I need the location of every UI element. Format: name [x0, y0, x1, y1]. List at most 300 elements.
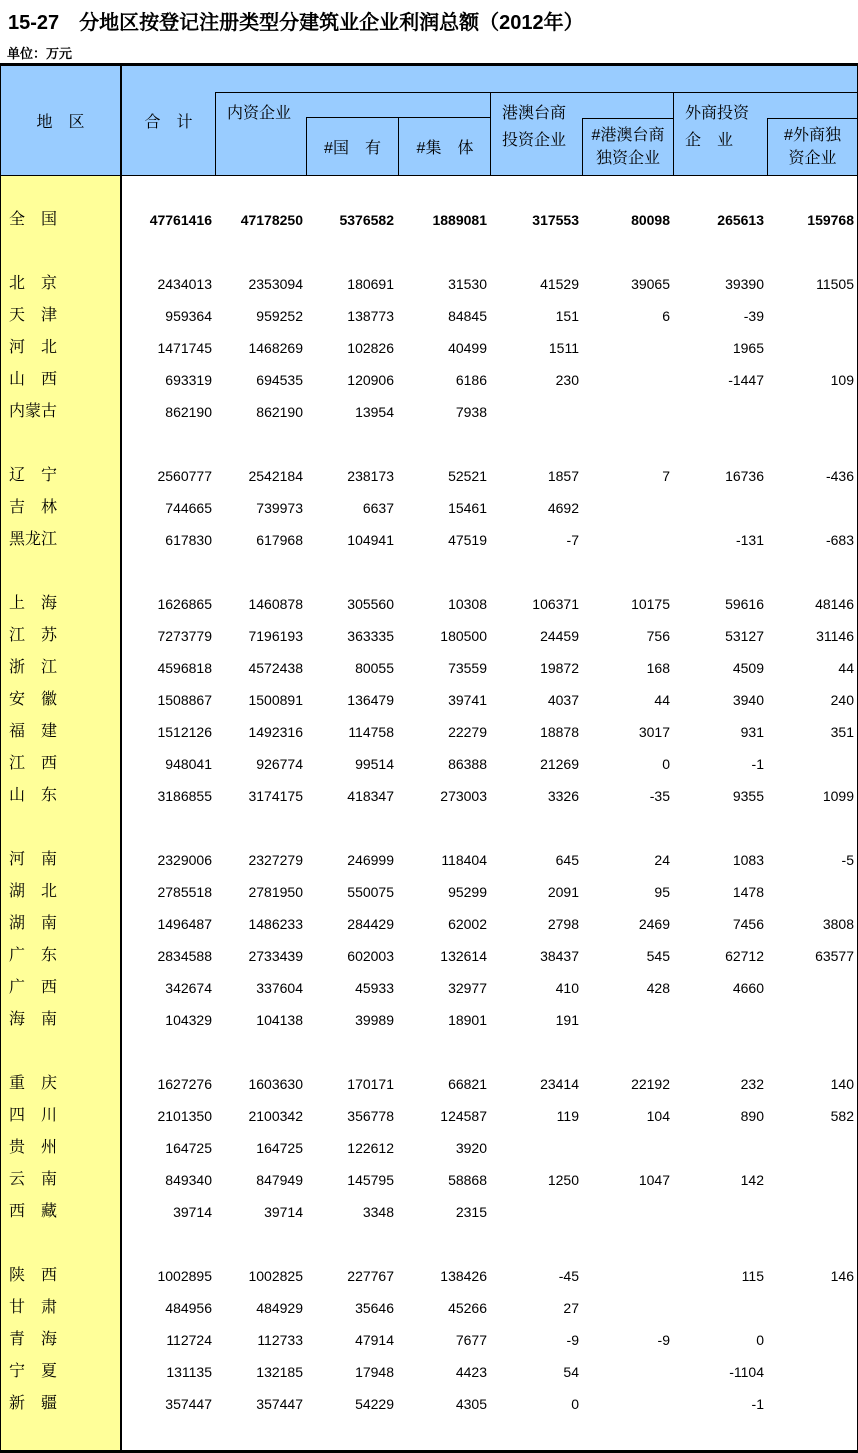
value-cell: [490, 1132, 582, 1164]
region-name-cell: 天 津: [9, 307, 58, 324]
value-cell: 273003: [440, 788, 487, 804]
value-cell: 1511: [548, 340, 579, 356]
value-cell: 2100342: [248, 1108, 303, 1124]
value-cell: 342674: [165, 980, 212, 996]
value-cell: 27: [563, 1300, 579, 1316]
value-cell: 47914: [355, 1332, 394, 1348]
region-name-cell: 全 国: [9, 211, 58, 228]
value-cell: 59616: [725, 596, 764, 612]
value-cell: 7938: [455, 404, 487, 420]
value-cell: 31146: [816, 628, 854, 644]
value-cell: 238173: [347, 468, 394, 484]
value-cell: 104138: [256, 1012, 303, 1028]
table-row: [1, 972, 857, 1004]
value-cell: 1857: [547, 468, 579, 484]
value-cell: 18878: [540, 724, 579, 740]
value-cell: 138773: [347, 308, 394, 324]
value-cell: 48146: [815, 596, 854, 612]
value-cell: 1496487: [157, 916, 212, 932]
value-cell: 2798: [547, 916, 579, 932]
table-row: [1, 1004, 857, 1036]
value-cell: 6637: [362, 500, 394, 516]
value-cell: 124587: [440, 1108, 487, 1124]
value-cell: 7273779: [157, 628, 212, 644]
value-cell: 142: [740, 1172, 764, 1188]
value-cell: 13954: [355, 404, 394, 420]
header-state-owned: #国 有: [324, 140, 381, 157]
value-cell: 24: [654, 852, 670, 868]
value-cell: 17948: [355, 1364, 394, 1380]
value-cell: 119: [556, 1108, 579, 1124]
value-cell: 1250: [547, 1172, 579, 1188]
header-foreign-line1: 外商投资: [685, 105, 750, 122]
value-cell: 10308: [448, 596, 487, 612]
value-cell: 265613: [717, 212, 764, 228]
value-cell: 6: [662, 308, 670, 324]
value-cell: 5376582: [339, 212, 394, 228]
value-cell: 16736: [725, 468, 764, 484]
value-cell: 47519: [448, 532, 487, 548]
value-cell: 305560: [347, 596, 394, 612]
value-cell: [582, 492, 673, 524]
value-cell: 3186855: [157, 788, 212, 804]
region-name-cell: 河 北: [9, 339, 58, 356]
value-cell: 357447: [256, 1396, 303, 1412]
value-cell: [582, 1004, 673, 1036]
table-row: [1, 364, 857, 396]
value-cell: 2542184: [248, 468, 303, 484]
value-cell: 7456: [732, 916, 764, 932]
value-cell: [582, 332, 673, 364]
value-cell: 2327279: [248, 852, 303, 868]
header-foreign-wholly: [767, 118, 857, 175]
value-cell: 1002825: [248, 1268, 303, 1284]
value-cell: 617968: [256, 532, 303, 548]
value-cell: 1047: [638, 1172, 670, 1188]
table-row: [1, 588, 857, 620]
value-cell: 1002895: [157, 1268, 212, 1284]
value-cell: 145795: [347, 1172, 394, 1188]
table-row: [1, 1260, 857, 1292]
value-cell: 2733439: [248, 948, 303, 964]
value-cell: 180691: [347, 276, 394, 292]
value-cell: 3174175: [248, 788, 303, 804]
value-cell: 2785518: [157, 884, 212, 900]
table-body: [1, 176, 857, 1450]
value-cell: 645: [555, 852, 579, 868]
value-cell: 44: [654, 692, 670, 708]
value-cell: 4596818: [157, 660, 212, 676]
table-row: [1, 748, 857, 780]
table-row: [1, 1164, 857, 1196]
value-cell: 2781950: [248, 884, 303, 900]
header-collective: #集 体: [398, 118, 491, 175]
value-cell: 1460878: [248, 596, 303, 612]
region-name-cell: 吉 林: [9, 499, 58, 516]
value-cell: 32977: [448, 980, 487, 996]
value-cell: 104: [646, 1108, 670, 1124]
region-name-cell: 湖 北: [9, 883, 58, 900]
value-cell: [767, 972, 857, 1004]
value-cell: 1471745: [157, 340, 212, 356]
value-cell: 4692: [547, 500, 579, 516]
value-cell: 1626865: [157, 596, 212, 612]
value-cell: [767, 1292, 857, 1324]
region-name-cell: 江 苏: [9, 627, 58, 644]
value-cell: 1083: [732, 852, 764, 868]
value-cell: 1486233: [248, 916, 303, 932]
value-cell: 230: [555, 372, 579, 388]
page-title: [8, 6, 584, 35]
value-cell: 106371: [532, 596, 579, 612]
value-cell: -7: [566, 532, 579, 548]
value-cell: 45266: [448, 1300, 487, 1316]
value-cell: 39390: [725, 276, 764, 292]
value-cell: 21269: [540, 756, 579, 772]
value-cell: 112733: [257, 1332, 303, 1348]
value-cell: -131: [735, 532, 764, 548]
table-number: 15-27: [8, 12, 60, 34]
value-cell: [582, 1388, 673, 1420]
value-cell: -5: [841, 852, 854, 868]
value-cell: 0: [662, 756, 670, 772]
value-cell: 80098: [631, 212, 670, 228]
value-cell: -9: [566, 1332, 579, 1348]
value-cell: 39989: [355, 1012, 394, 1028]
value-cell: 862190: [256, 404, 303, 420]
value-cell: 1889081: [432, 212, 487, 228]
value-cell: 4509: [732, 660, 764, 676]
table-row: [1, 396, 857, 428]
header-hmt-line2: 投资企业: [502, 132, 567, 149]
group-spacer: [1, 812, 857, 844]
value-cell: 22192: [631, 1076, 670, 1092]
table-row: [1, 524, 857, 556]
table-row: [1, 1324, 857, 1356]
value-cell: 4572438: [248, 660, 303, 676]
table-row: [1, 300, 857, 332]
value-cell: [582, 1260, 673, 1292]
value-cell: 66821: [448, 1076, 487, 1092]
table-row: [1, 620, 857, 652]
value-cell: 739973: [256, 500, 303, 516]
value-cell: 191: [555, 1012, 579, 1028]
value-cell: 418347: [347, 788, 394, 804]
value-cell: [767, 300, 857, 332]
value-cell: -436: [825, 468, 854, 484]
value-cell: 168: [646, 660, 670, 676]
value-cell: 484929: [256, 1300, 303, 1316]
value-cell: 240: [830, 692, 854, 708]
value-cell: 357447: [165, 1396, 212, 1412]
value-cell: 694535: [256, 372, 303, 388]
value-cell: 22279: [448, 724, 487, 740]
region-name-cell: 四 川: [9, 1107, 58, 1124]
region-name-cell: 安 徽: [9, 691, 58, 708]
value-cell: 115: [741, 1268, 764, 1284]
table-row: [1, 1132, 857, 1164]
value-cell: 582: [830, 1108, 854, 1124]
value-cell: [767, 396, 857, 428]
header-foreign-line2: 企 业: [685, 132, 734, 149]
value-cell: 136479: [347, 692, 394, 708]
value-cell: [767, 1004, 857, 1036]
value-cell: 3017: [638, 724, 670, 740]
value-cell: 6186: [455, 372, 487, 388]
value-cell: [767, 492, 857, 524]
value-cell: -9: [657, 1332, 670, 1348]
value-cell: [673, 1004, 767, 1036]
value-cell: 39065: [631, 276, 670, 292]
table-row: [1, 684, 857, 716]
region-name-cell: 青 海: [9, 1331, 58, 1348]
region-name-cell: 福 建: [9, 723, 58, 740]
value-cell: 931: [740, 724, 764, 740]
value-cell: 99514: [355, 756, 394, 772]
table-row: [1, 652, 857, 684]
value-cell: 140: [830, 1076, 854, 1092]
value-cell: [767, 1324, 857, 1356]
header-domestic-subgroup: [306, 117, 490, 175]
value-cell: 2315: [455, 1204, 487, 1220]
value-cell: 38437: [540, 948, 579, 964]
value-cell: 132185: [256, 1364, 303, 1380]
value-cell: [582, 1132, 673, 1164]
value-cell: 959364: [165, 308, 212, 324]
value-cell: 35646: [355, 1300, 394, 1316]
value-cell: [767, 1164, 857, 1196]
value-cell: 45933: [355, 980, 394, 996]
value-cell: 9355: [732, 788, 764, 804]
value-cell: 4037: [547, 692, 579, 708]
value-cell: 31530: [448, 276, 487, 292]
region-name-cell: 甘 肃: [9, 1299, 58, 1316]
value-cell: 351: [830, 724, 854, 740]
region-name-cell: 黑龙江: [9, 531, 58, 548]
value-cell: [582, 364, 673, 396]
statistics-table: [0, 63, 858, 1453]
value-cell: -1: [751, 756, 764, 772]
value-cell: [582, 1196, 673, 1228]
region-name-cell: 内蒙古: [9, 403, 58, 420]
region-name-cell: 贵 州: [9, 1139, 58, 1156]
value-cell: 118404: [441, 852, 487, 868]
value-cell: [673, 492, 767, 524]
value-cell: 24459: [540, 628, 579, 644]
value-cell: 356778: [347, 1108, 394, 1124]
value-cell: [490, 396, 582, 428]
header-hmt-line1: 港澳台商: [502, 105, 567, 122]
value-cell: -45: [558, 1268, 579, 1284]
region-name-cell: 云 南: [9, 1171, 58, 1188]
group-spacer: [1, 428, 857, 460]
value-cell: [490, 1196, 582, 1228]
value-cell: 428: [646, 980, 670, 996]
value-cell: 40499: [448, 340, 487, 356]
value-cell: [582, 524, 673, 556]
value-cell: -1: [751, 1396, 764, 1412]
region-name-cell: 广 西: [9, 979, 58, 996]
value-cell: 337604: [256, 980, 303, 996]
region-name-cell: 西 藏: [9, 1203, 58, 1220]
value-cell: 1099: [822, 788, 854, 804]
value-cell: 131135: [166, 1364, 212, 1380]
value-cell: 114758: [348, 724, 394, 740]
value-cell: 47178250: [240, 212, 303, 228]
region-name-cell: 山 西: [9, 371, 58, 388]
table-row: [1, 460, 857, 492]
value-cell: 112724: [166, 1332, 212, 1348]
value-cell: 180500: [440, 628, 487, 644]
table-row: [1, 204, 857, 236]
header-total: 合 计: [144, 114, 193, 131]
value-cell: 3940: [732, 692, 764, 708]
value-cell: 545: [646, 948, 670, 964]
value-cell: 4660: [732, 980, 764, 996]
table-row: [1, 1292, 857, 1324]
value-cell: [582, 1292, 673, 1324]
region-name-cell: 新 疆: [9, 1395, 58, 1412]
value-cell: 80055: [355, 660, 394, 676]
value-cell: 862190: [165, 404, 212, 420]
value-cell: 2091: [547, 884, 579, 900]
value-cell: 602003: [347, 948, 394, 964]
value-cell: 10175: [631, 596, 670, 612]
value-cell: [673, 396, 767, 428]
group-spacer: [1, 236, 857, 268]
value-cell: [767, 748, 857, 780]
header-hmt-wholly-line1: #港澳台商: [591, 127, 665, 144]
value-cell: 19872: [540, 660, 579, 676]
group-spacer: [1, 1036, 857, 1068]
value-cell: -1447: [728, 372, 764, 388]
table-row: [1, 1356, 857, 1388]
value-cell: [767, 1388, 857, 1420]
value-cell: [673, 1132, 767, 1164]
value-cell: 15461: [448, 500, 487, 516]
value-cell: 550075: [347, 884, 394, 900]
value-cell: 62002: [448, 916, 487, 932]
value-cell: 1508867: [157, 692, 212, 708]
value-cell: 122612: [347, 1140, 394, 1156]
value-cell: 3808: [822, 916, 854, 932]
value-cell: 120906: [347, 372, 394, 388]
table-row: [1, 940, 857, 972]
value-cell: 1512126: [157, 724, 212, 740]
value-cell: 7677: [455, 1332, 487, 1348]
value-cell: 1468269: [248, 340, 303, 356]
table-row: [1, 844, 857, 876]
value-cell: 284429: [347, 916, 394, 932]
unit-label: 单位：万元: [7, 46, 73, 61]
table-row: [1, 908, 857, 940]
value-cell: 95: [654, 884, 670, 900]
region-name-cell: 湖 南: [9, 915, 58, 932]
table-row: [1, 1196, 857, 1228]
value-cell: 53127: [725, 628, 764, 644]
value-cell: [582, 1356, 673, 1388]
value-cell: 1478: [732, 884, 764, 900]
header-region: 地 区: [36, 114, 85, 131]
region-name-cell: 上 海: [9, 595, 58, 612]
value-cell: 58868: [448, 1172, 487, 1188]
value-cell: 363335: [347, 628, 394, 644]
value-cell: 7: [662, 468, 670, 484]
value-cell: 1603630: [248, 1076, 303, 1092]
value-cell: 4423: [455, 1364, 487, 1380]
value-cell: 95299: [448, 884, 487, 900]
value-cell: 756: [646, 628, 670, 644]
value-cell: 2834588: [157, 948, 212, 964]
value-cell: 1492316: [248, 724, 303, 740]
value-cell: 1965: [732, 340, 764, 356]
value-cell: 146: [830, 1268, 854, 1284]
value-cell: 1627276: [157, 1076, 212, 1092]
value-cell: 164725: [165, 1140, 212, 1156]
value-cell: -1104: [729, 1364, 764, 1380]
value-cell: 54: [563, 1364, 579, 1380]
value-cell: 926774: [256, 756, 303, 772]
region-name-cell: 浙 江: [9, 659, 58, 676]
value-cell: 617830: [165, 532, 212, 548]
value-cell: [767, 1356, 857, 1388]
value-cell: 7196193: [248, 628, 303, 644]
value-cell: -35: [649, 788, 670, 804]
value-cell: 170171: [347, 1076, 394, 1092]
value-cell: 3920: [455, 1140, 487, 1156]
region-name-cell: 广 东: [9, 947, 58, 964]
value-cell: 151: [555, 308, 579, 324]
table-row: [1, 268, 857, 300]
table-row: [1, 1068, 857, 1100]
value-cell: 47761416: [149, 212, 212, 228]
table-title-text: 分地区按登记注册类型分建筑业企业利润总额（2012年）: [79, 12, 584, 34]
value-cell: 102826: [347, 340, 394, 356]
value-cell: 104941: [347, 532, 394, 548]
table-row: [1, 1388, 857, 1420]
value-cell: 62712: [725, 948, 764, 964]
value-cell: [767, 332, 857, 364]
value-cell: 2469: [638, 916, 670, 932]
value-cell: 3326: [547, 788, 579, 804]
value-cell: [767, 1196, 857, 1228]
value-cell: 84845: [448, 308, 487, 324]
value-cell: 159768: [807, 212, 854, 228]
region-name-cell: 重 庆: [9, 1075, 58, 1092]
value-cell: 23414: [540, 1076, 579, 1092]
value-cell: 18901: [448, 1012, 487, 1028]
value-cell: 246999: [347, 852, 394, 868]
region-name-cell: 江 西: [9, 755, 58, 772]
table-row: [1, 332, 857, 364]
value-cell: 410: [555, 980, 579, 996]
value-cell: 39714: [173, 1204, 212, 1220]
value-cell: 164725: [256, 1140, 303, 1156]
value-cell: -39: [743, 308, 764, 324]
value-cell: 0: [756, 1332, 764, 1348]
value-cell: 484956: [165, 1300, 212, 1316]
region-name-cell: 山 东: [9, 787, 58, 804]
value-cell: 948041: [165, 756, 212, 772]
header-foreign-wholly-line2: 资企业: [788, 150, 837, 167]
value-cell: 44: [838, 660, 854, 676]
value-cell: 2353094: [248, 276, 303, 292]
value-cell: 54229: [355, 1396, 394, 1412]
region-name-cell: 辽 宁: [9, 467, 58, 484]
value-cell: 890: [740, 1108, 764, 1124]
value-cell: 2329006: [157, 852, 212, 868]
value-cell: 73559: [448, 660, 487, 676]
